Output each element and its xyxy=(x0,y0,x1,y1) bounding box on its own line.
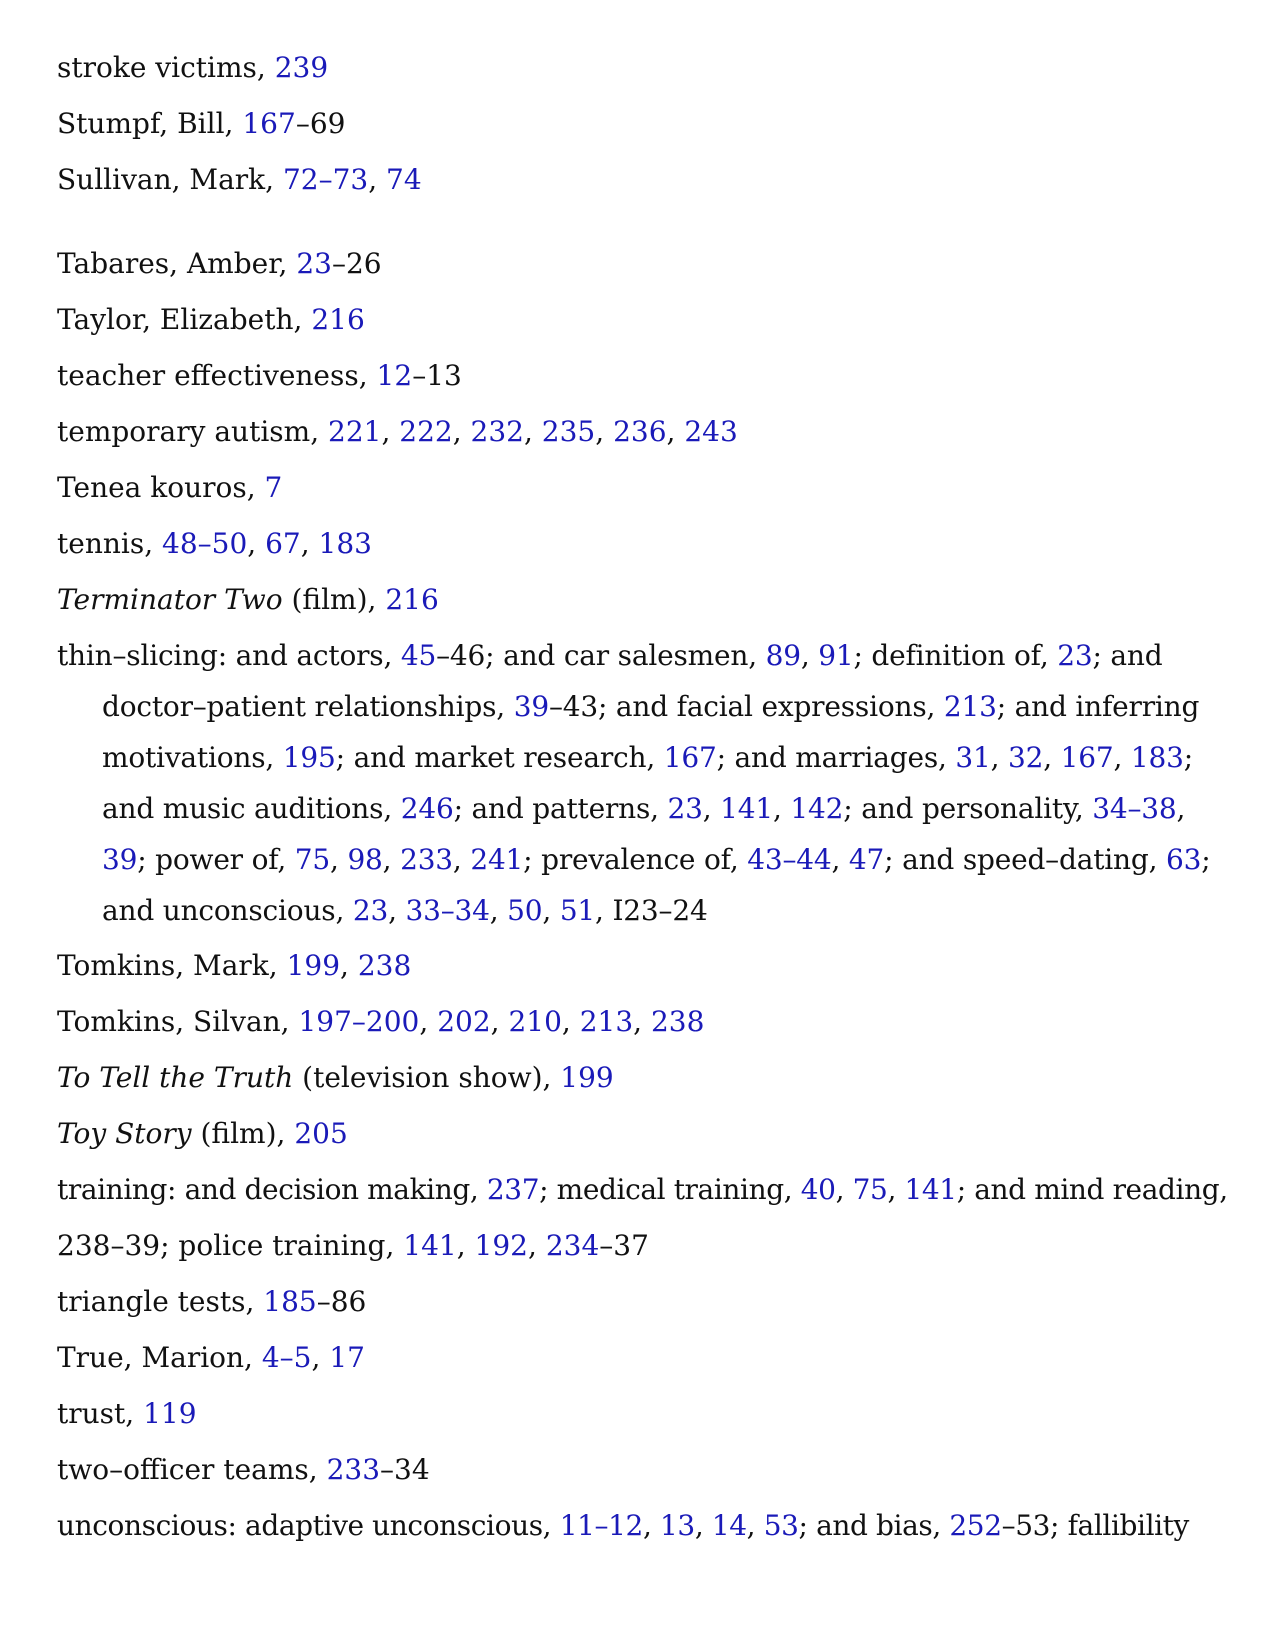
page-link[interactable]: 238 xyxy=(650,1005,705,1038)
entry-text: ; power of, xyxy=(137,843,295,876)
entry-text: , xyxy=(1043,741,1061,774)
entry-text: –46; and car salesmen, xyxy=(436,639,766,672)
entry-text: ; and patterns, xyxy=(453,792,668,825)
page-link[interactable]: 167 xyxy=(663,741,717,774)
index-entry xyxy=(57,1332,1237,1384)
page-link[interactable]: 67 xyxy=(265,527,301,560)
page-link[interactable]: 13 xyxy=(659,1509,695,1542)
page-link[interactable]: 45 xyxy=(400,639,437,672)
index-entry xyxy=(57,630,1237,936)
page-link[interactable]: 183 xyxy=(318,527,372,560)
index-entry xyxy=(57,462,1237,514)
entry-text: , xyxy=(1113,741,1131,774)
entry-text: , xyxy=(561,1005,580,1038)
entry-text: (film), xyxy=(282,583,386,616)
page-link[interactable]: 222 xyxy=(399,415,453,448)
index-entry xyxy=(57,1500,1237,1552)
page-link[interactable]: 216 xyxy=(311,303,365,336)
page-link[interactable]: 31 xyxy=(955,741,991,774)
entry-text: , I23–24 xyxy=(595,894,708,927)
index-entry xyxy=(57,154,1237,206)
entry-text: two–officer teams, xyxy=(57,1453,327,1486)
page-link[interactable]: 221 xyxy=(328,415,382,448)
index-entry xyxy=(57,574,1237,626)
entry-text: , xyxy=(388,894,406,927)
page-link[interactable]: 237 xyxy=(486,1173,540,1206)
page-link[interactable]: 72–73 xyxy=(282,163,369,196)
entry-text: , xyxy=(528,1229,546,1262)
page-link[interactable]: 252 xyxy=(949,1509,1002,1542)
page-link[interactable]: 213 xyxy=(943,690,997,723)
page-link[interactable]: 50 xyxy=(507,894,543,927)
entry-text: ; and music auditions, xyxy=(102,741,1193,825)
page-link[interactable]: 75 xyxy=(852,1173,888,1206)
page-link[interactable]: 23 xyxy=(1057,639,1093,672)
entry-text: Tabares, Amber, xyxy=(57,247,297,280)
page-link[interactable]: 74 xyxy=(386,163,422,196)
page-link[interactable]: 167 xyxy=(1060,741,1114,774)
page-link[interactable]: 23 xyxy=(667,792,703,825)
entry-text: ; and market research, xyxy=(335,741,664,774)
entry-text: ; and bias, xyxy=(798,1509,950,1542)
entry-text: tennis, xyxy=(57,527,163,560)
page-link[interactable]: 233 xyxy=(400,843,453,876)
entry-title-italic: To Tell the Truth xyxy=(57,1061,294,1094)
entry-text: , xyxy=(633,1005,651,1038)
entry-text: training: and decision making, xyxy=(57,1173,487,1206)
page-link[interactable]: 39 xyxy=(102,843,138,876)
page-link[interactable]: 232 xyxy=(470,415,524,448)
index-entry xyxy=(57,1220,1237,1272)
entry-text: unconscious: adaptive unconscious, xyxy=(57,1509,560,1542)
page-link[interactable]: 53 xyxy=(763,1509,799,1542)
entry-text: Sullivan, Mark, xyxy=(57,163,283,196)
entry-text: , xyxy=(340,949,358,982)
entry-text: , xyxy=(746,1509,764,1542)
entry-text: ; prevalence of, xyxy=(523,843,748,876)
page-link[interactable]: 236 xyxy=(613,415,667,448)
entry-text: , xyxy=(887,1173,905,1206)
page-link[interactable]: 14 xyxy=(711,1509,747,1542)
entry-text: –86 xyxy=(316,1285,367,1318)
entry-text: trust, xyxy=(57,1397,144,1430)
index-entry xyxy=(57,350,1237,402)
entry-text: , xyxy=(330,843,348,876)
page-link[interactable]: 233 xyxy=(326,1453,381,1486)
page-link[interactable]: 11–12 xyxy=(559,1509,643,1542)
page-link[interactable]: 89 xyxy=(765,639,801,672)
page-link[interactable]: 197–200 xyxy=(298,1005,420,1038)
page-link[interactable]: 213 xyxy=(579,1005,634,1038)
entry-text: , xyxy=(368,163,387,196)
index-entry xyxy=(57,1052,1237,1104)
page-link[interactable]: 183 xyxy=(1130,741,1184,774)
page-link[interactable]: 40 xyxy=(800,1173,836,1206)
page-link[interactable]: 63 xyxy=(1165,843,1202,876)
page-link[interactable]: 43–44 xyxy=(747,843,832,876)
page-link[interactable]: 98 xyxy=(347,843,383,876)
entry-text: thin–slicing: and actors, xyxy=(57,639,401,672)
entry-text: temporary autism, xyxy=(57,415,328,448)
entry-text: –43; and facial expressions, xyxy=(548,690,944,723)
entry-text: , xyxy=(490,1005,509,1038)
entry-text: (television show), xyxy=(293,1061,561,1094)
index-entry xyxy=(57,238,1237,290)
entry-text: , xyxy=(456,1229,475,1262)
page-link[interactable]: 241 xyxy=(470,843,524,876)
entry-text: , xyxy=(666,415,685,448)
page-link[interactable]: 75 xyxy=(294,843,331,876)
page-link[interactable]: 4–5 xyxy=(261,1341,312,1374)
page-link[interactable]: 47 xyxy=(848,843,885,876)
entry-text: –13 xyxy=(412,359,462,392)
entry-text: Tomkins, Silvan, xyxy=(57,1005,299,1038)
index-entry xyxy=(57,1108,1237,1160)
entry-text: ; and mind reading, xyxy=(956,1173,1228,1206)
entry-text: teacher effectiveness, xyxy=(57,359,377,392)
entry-text: –37 xyxy=(599,1229,649,1262)
page-link[interactable]: 216 xyxy=(385,583,439,616)
index-entry xyxy=(57,42,1237,94)
page-link[interactable]: 33–34 xyxy=(405,894,490,927)
entry-text: , xyxy=(247,527,266,560)
page-link[interactable]: 51 xyxy=(559,894,596,927)
page-link[interactable]: 141 xyxy=(904,1173,957,1206)
page-link[interactable]: 23 xyxy=(352,894,389,927)
entry-text: , xyxy=(523,415,542,448)
page-link[interactable]: 141 xyxy=(720,792,774,825)
entry-text: , xyxy=(694,1509,712,1542)
entry-text: , xyxy=(382,843,401,876)
page-link[interactable]: 234 xyxy=(545,1229,600,1262)
page-link[interactable]: 192 xyxy=(474,1229,528,1262)
entry-text: , xyxy=(452,415,471,448)
entry-text: , xyxy=(452,843,471,876)
entry-text: –26 xyxy=(331,247,382,280)
page-link[interactable]: 195 xyxy=(282,741,336,774)
entry-title-italic: Toy Story xyxy=(57,1117,192,1150)
index-entry xyxy=(57,996,1237,1048)
entry-text: ; and inferring motivations, xyxy=(102,690,1200,774)
entry-text: –34 xyxy=(380,1453,430,1486)
index-entry xyxy=(57,1444,1237,1496)
index-entry xyxy=(57,294,1237,346)
page-link[interactable]: 243 xyxy=(684,415,738,448)
page-link[interactable]: 185 xyxy=(263,1285,317,1318)
index-entry xyxy=(57,1388,1237,1440)
entry-text: ; and marriages, xyxy=(716,741,956,774)
entry-text: (film), xyxy=(191,1117,295,1150)
page-link[interactable]: 246 xyxy=(400,792,454,825)
page-link[interactable]: 91 xyxy=(818,639,854,672)
entry-text: , xyxy=(702,792,721,825)
entry-text: , xyxy=(1176,792,1186,825)
page-link[interactable]: 205 xyxy=(294,1117,348,1150)
page-link[interactable]: 238 xyxy=(357,949,412,982)
entry-text: ; medical training, xyxy=(539,1173,801,1206)
index-entry xyxy=(57,1164,1237,1216)
page-link[interactable]: 235 xyxy=(541,415,596,448)
entry-text: triangle tests, xyxy=(57,1285,264,1318)
entry-text: , xyxy=(642,1509,660,1542)
entry-text: stroke victims, xyxy=(57,51,275,84)
page-link[interactable]: 23 xyxy=(296,247,332,280)
entry-text: 238–39; police training, xyxy=(57,1229,404,1262)
entry-text: –69 xyxy=(295,107,346,140)
entry-text: , xyxy=(311,1341,330,1374)
page-link[interactable]: 141 xyxy=(403,1229,457,1262)
entry-text: , xyxy=(773,792,791,825)
entry-text: , xyxy=(419,1005,438,1038)
entry-text: ; definition of, xyxy=(853,639,1058,672)
entry-text: , xyxy=(595,415,614,448)
entry-text: , xyxy=(831,843,849,876)
entry-text: ; and personality, xyxy=(843,792,1093,825)
page-link[interactable]: 199 xyxy=(560,1061,614,1094)
entry-text: ; and unconscious, xyxy=(102,843,1211,927)
entry-text: ; and speed–dating, xyxy=(884,843,1166,876)
page-link[interactable]: 48–50 xyxy=(162,527,248,560)
entry-text: , xyxy=(542,894,560,927)
entry-text: , xyxy=(990,741,1009,774)
page-link[interactable]: 199 xyxy=(286,949,341,982)
index-page xyxy=(57,42,1237,1556)
entry-text: , xyxy=(800,639,819,672)
entry-text: , xyxy=(300,527,319,560)
page-link[interactable]: 210 xyxy=(508,1005,562,1038)
index-entry xyxy=(57,940,1237,992)
page-link[interactable]: 142 xyxy=(790,792,844,825)
page-link[interactable]: 32 xyxy=(1008,741,1044,774)
entry-text: True, Marion, xyxy=(57,1341,262,1374)
entry-text: , xyxy=(835,1173,853,1206)
page-link[interactable]: 17 xyxy=(329,1341,365,1374)
entry-text: Tenea kouros, xyxy=(57,471,265,504)
entry-text: , xyxy=(381,415,400,448)
page-link[interactable]: 34–38 xyxy=(1092,792,1177,825)
index-entry xyxy=(57,518,1237,570)
index-entry xyxy=(57,98,1237,150)
index-entry xyxy=(57,406,1237,458)
page-link[interactable]: 12 xyxy=(376,359,413,392)
entry-title-italic: Terminator Two xyxy=(57,583,283,616)
entry-text: , xyxy=(489,894,508,927)
page-link[interactable]: 39 xyxy=(513,690,549,723)
entry-text: –53; fallibility xyxy=(1001,1509,1189,1542)
entry-text: Taylor, Elizabeth, xyxy=(57,303,312,336)
page-link[interactable]: 119 xyxy=(143,1397,197,1430)
entry-text: Tomkins, Mark, xyxy=(57,949,287,982)
entry-text: Stumpf, Bill, xyxy=(57,107,243,140)
page-link[interactable]: 7 xyxy=(264,471,283,504)
page-link[interactable]: 202 xyxy=(437,1005,491,1038)
page-link[interactable]: 167 xyxy=(242,107,296,140)
entry-text: ; and doctor–patient relationships, xyxy=(102,639,1163,723)
index-entry xyxy=(57,1276,1237,1328)
page-link[interactable]: 239 xyxy=(274,51,329,84)
